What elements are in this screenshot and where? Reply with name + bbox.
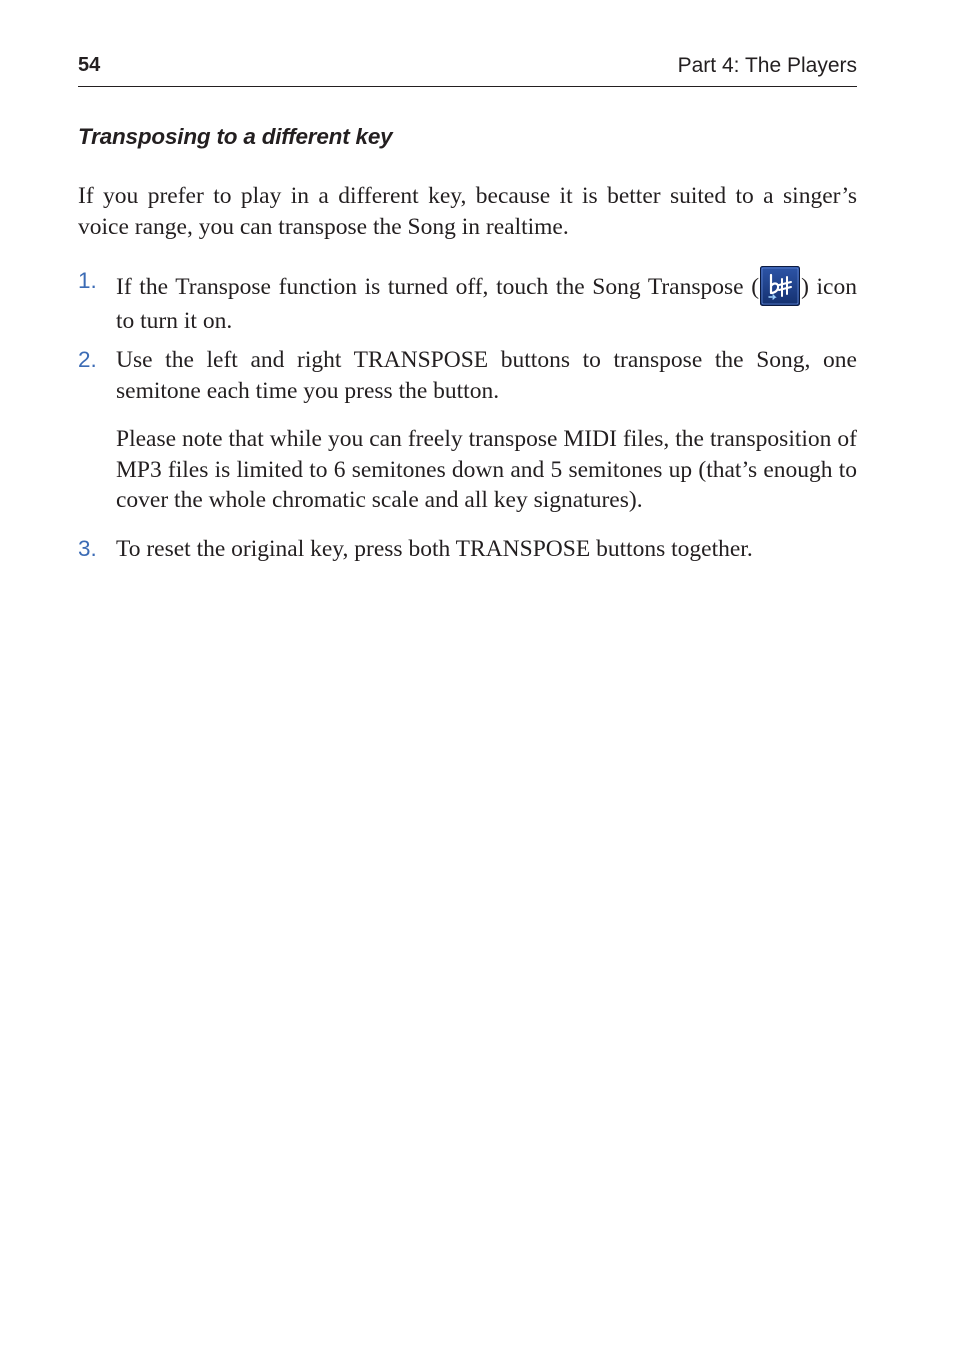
step-text xyxy=(116,266,857,337)
step-number: 1. xyxy=(78,268,97,293)
note-text: Please note that while you can freely transpose MIDI files, the transposition of MP3 files is limited to 6 semitones down and 5 semitones up (that’s enough to cover the whole chromatic scale and all key signatures). xyxy=(116,426,857,513)
song-transpose-icon xyxy=(760,266,800,306)
step-number: 2. xyxy=(78,347,97,372)
list-item-step-1 xyxy=(78,266,857,337)
list-item-step-2 xyxy=(78,345,857,406)
list-item-step-3 xyxy=(78,534,857,565)
step-text-before-icon: If the Transpose function is turned off, touch the Song Transpose ( xyxy=(116,274,760,300)
step-number: 3. xyxy=(78,536,97,561)
step-text: To reset the original key, press both TRANSPOSE buttons together. xyxy=(116,536,753,562)
step-text-after-icon: ) icon to turn it on. xyxy=(116,274,857,334)
step-2-note xyxy=(78,424,857,516)
intro-paragraph: If you prefer to play in a different key, because it is better suited to a singer’s voice range, you can transpose the Song in realtime. xyxy=(78,183,857,240)
step-text: Use the left and right TRANSPOSE buttons to transpose the Song, one semitone each time you press the button. xyxy=(116,347,857,404)
running-head: Part 4: The Players xyxy=(677,54,857,77)
page-number: 54 xyxy=(78,54,101,76)
page-header xyxy=(78,52,857,87)
section-heading: Transposing to a different key xyxy=(78,124,393,149)
